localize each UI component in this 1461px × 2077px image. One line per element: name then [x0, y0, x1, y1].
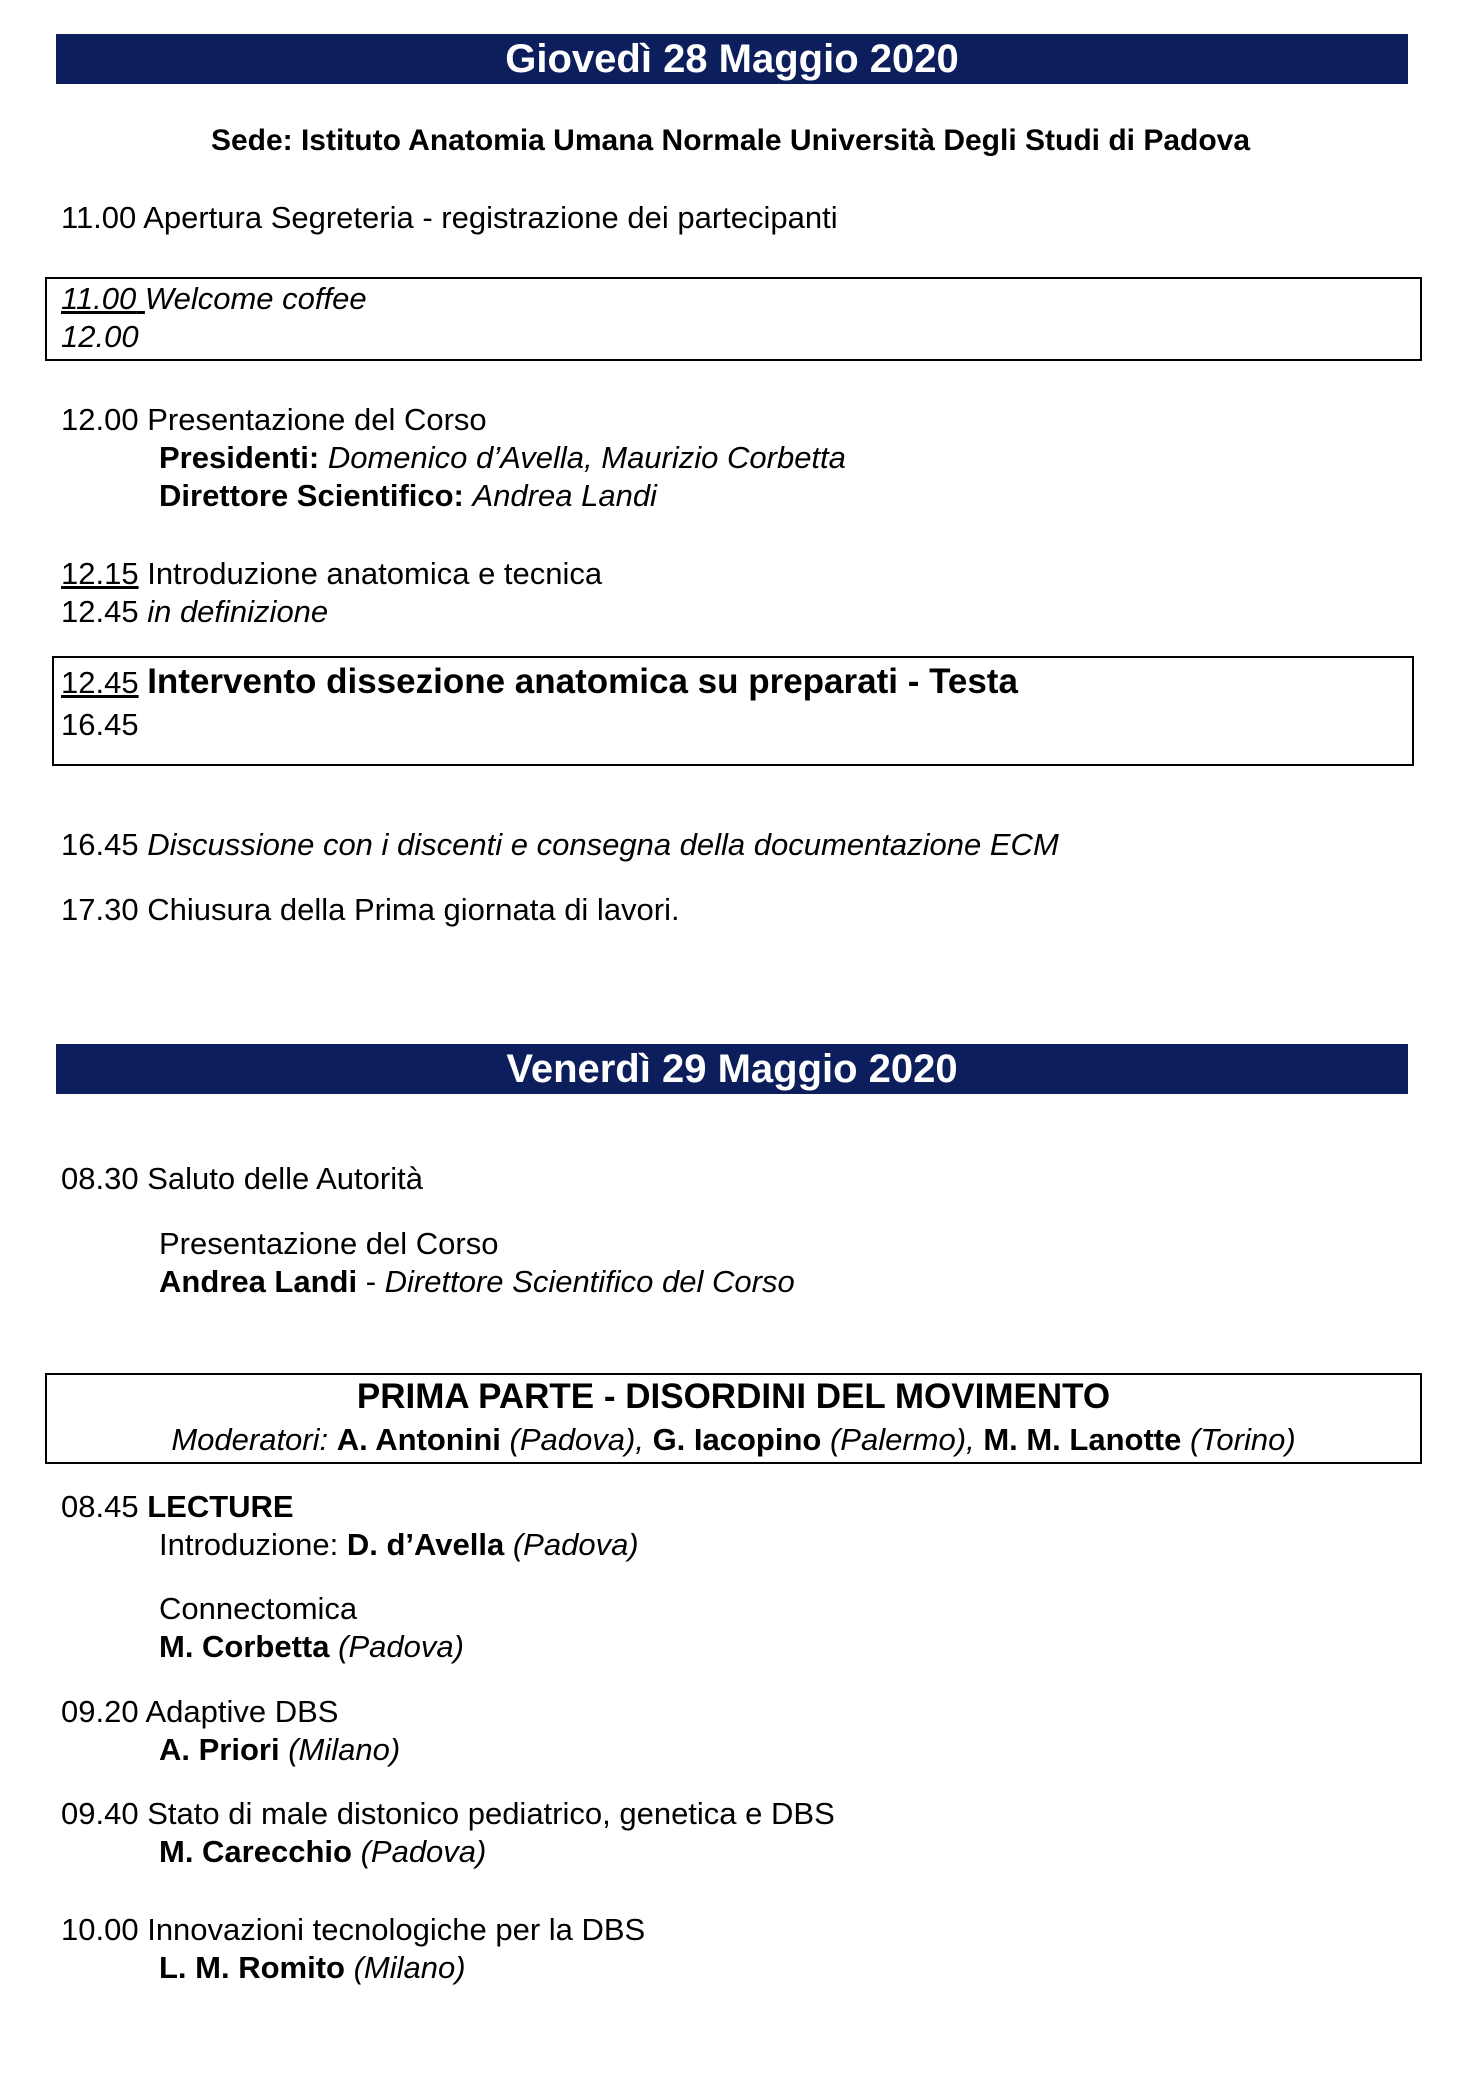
time-end: 12.45: [61, 594, 139, 629]
intro-name: D. d’Avella: [346, 1527, 505, 1562]
time: 12.00: [61, 402, 139, 437]
presidents-label: Presidenti:: [159, 440, 320, 475]
item-text: Apertura Segreteria - registrazione dei partecipanti: [143, 200, 838, 235]
intro-label: Introduzione:: [159, 1527, 339, 1562]
item-text: Chiusura della Prima giornata di lavori.: [147, 892, 680, 927]
moderator: A. Antonini: [336, 1422, 501, 1457]
schedule-item: [61, 826, 1059, 864]
schedule-item: [61, 199, 838, 237]
item-text: Welcome coffee: [144, 281, 367, 316]
topic-title: Connectomica: [159, 1591, 358, 1626]
item-text: Saluto delle Autorità: [147, 1161, 423, 1196]
presidents-names: Domenico d’Avella, Maurizio Corbetta: [327, 440, 846, 475]
intro-line: [159, 1526, 639, 1564]
item-text: Discussione con i discenti e consegna della documentazione ECM: [147, 827, 1059, 862]
intro-city: (Padova): [512, 1527, 639, 1562]
presentation-speaker: [159, 1263, 795, 1301]
item-subtext: in definizione: [147, 594, 329, 629]
moderator: G. Iacopino: [652, 1422, 822, 1457]
schedule-item: [61, 663, 1018, 702]
talk-speaker: [159, 1833, 486, 1871]
time: 08.30: [61, 1161, 139, 1196]
talk-title: Adaptive DBS: [145, 1694, 339, 1729]
talk-item: [61, 1911, 645, 1949]
separator: -: [357, 1264, 385, 1299]
speaker-name: M. Carecchio: [159, 1834, 352, 1869]
time: 10.00: [61, 1912, 139, 1947]
time: 11.00: [61, 200, 137, 235]
schedule-item: [61, 401, 487, 439]
schedule-item: [61, 280, 367, 318]
speaker-city: (Milano): [288, 1732, 401, 1767]
moderator-city: (Torino): [1189, 1422, 1296, 1457]
section-title: PRIMA PARTE - DISORDINI DEL MOVIMENTO: [356, 1377, 1111, 1416]
lecture-item: [61, 1488, 294, 1526]
talk-speaker: [159, 1731, 400, 1769]
item-text: Intervento dissezione anatomica su preparati - Testa: [147, 662, 1018, 701]
speaker-role: Direttore Scientifico del Corso: [384, 1264, 795, 1299]
time-start: 12.45: [61, 665, 139, 700]
schedule-item-sub: [61, 593, 328, 631]
speaker-city: (Padova): [338, 1629, 464, 1664]
speaker-city: (Padova): [360, 1834, 487, 1869]
time: 17.30: [61, 892, 139, 927]
day2-header: Venerdì 29 Maggio 2020: [56, 1044, 1408, 1094]
speaker-name: Andrea Landi: [159, 1264, 358, 1299]
venue: Sede: Istituto Anatomia Umana Normale Università Degli Studi di Padova: [210, 124, 1251, 157]
item-text: Introduzione anatomica e tecnica: [147, 556, 603, 591]
director-label: Direttore Scientifico:: [159, 478, 464, 513]
time-start: 12.15: [61, 556, 139, 591]
schedule-item: [61, 891, 680, 929]
topic-speaker: [159, 1628, 464, 1666]
speaker-name: A. Priori: [159, 1732, 280, 1767]
moderator-city: (Palermo),: [829, 1422, 975, 1457]
time: 09.20: [61, 1694, 139, 1729]
schedule-item: [61, 1160, 423, 1198]
mod-label: Moderatori:: [171, 1422, 329, 1457]
speaker-city: (Milano): [353, 1950, 466, 1985]
lecture-title: LECTURE: [147, 1489, 294, 1524]
presidents-line: [159, 439, 846, 477]
talk-speaker: [159, 1949, 466, 1987]
moderator: M. M. Lanotte: [983, 1422, 1182, 1457]
speaker-name: M. Corbetta: [159, 1629, 330, 1664]
schedule-item: [61, 555, 602, 593]
time-start: 11.00: [61, 281, 137, 316]
director-name: Andrea Landi: [472, 478, 657, 513]
item-text: Presentazione del Corso: [147, 402, 487, 437]
time-end: 16.45: [61, 707, 139, 742]
director-line: [159, 477, 657, 515]
time: 16.45: [61, 827, 139, 862]
presentation-title: Presentazione del Corso: [159, 1226, 499, 1261]
talk-item: [61, 1693, 338, 1731]
talk-title: Innovazioni tecnologiche per la DBS: [147, 1912, 646, 1947]
time-end: 12.00: [61, 319, 139, 354]
day1-header: Giovedì 28 Maggio 2020: [56, 34, 1408, 84]
moderators-line: [45, 1421, 1422, 1459]
time: 09.40: [61, 1796, 139, 1831]
talk-title: Stato di male distonico pediatrico, genetica e DBS: [147, 1796, 835, 1831]
talk-item: [61, 1795, 835, 1833]
speaker-name: L. M. Romito: [159, 1950, 345, 1985]
time: 08.45: [61, 1489, 139, 1524]
moderator-city: (Padova),: [509, 1422, 644, 1457]
